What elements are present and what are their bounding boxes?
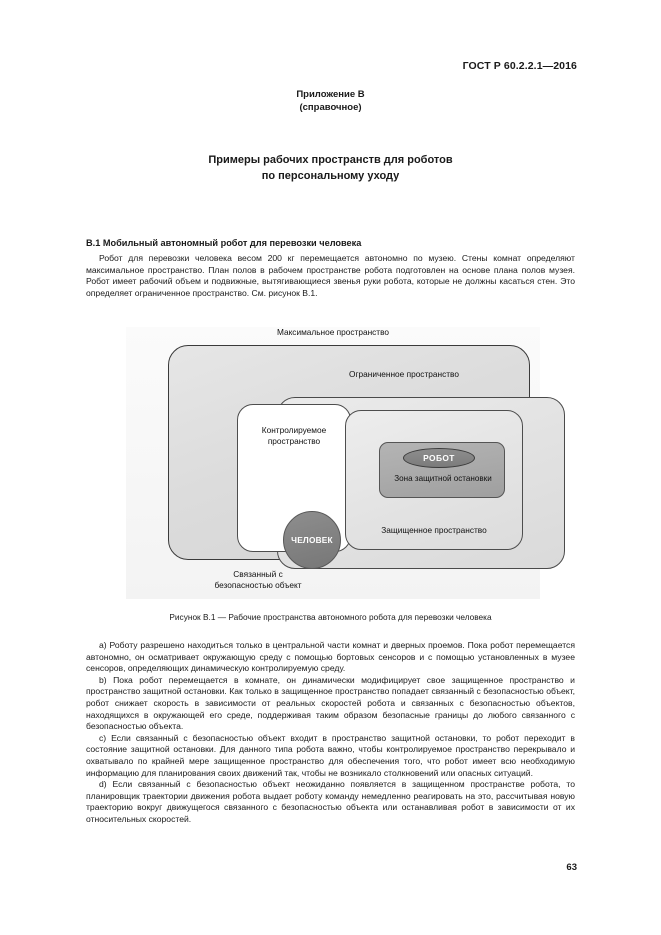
page-title (0, 152, 661, 184)
figure-label-restricted-space: Ограниченное пространство (349, 369, 459, 379)
figure-label-controlled-space-line-2: пространство (267, 436, 321, 446)
figure-workspaces-diagram (126, 327, 540, 599)
section-heading: В.1 Мобильный автономный робот для перевозки человека (86, 238, 362, 248)
figure-caption: Рисунок В.1 — Рабочие пространства автономного робота для перевозки человека (169, 612, 492, 622)
figure-region-maximum-space (168, 345, 530, 560)
figure-label-controlled-space-line-1: Контролируемое (261, 425, 327, 435)
annex-heading-block (0, 88, 661, 114)
figure-label-protective-stop-zone: Зона защитной остановки (394, 474, 492, 483)
annex-title: Приложение В (296, 89, 365, 100)
figure-label-safety-related-object-line-2: безопасностью объект (214, 580, 302, 590)
figure-robot-node: РОБОТ (403, 448, 475, 468)
page-title-line-2: по персональному уходу (261, 170, 400, 182)
document-header-standard-id: ГОСТ Р 60.2.2.1—2016 (462, 60, 577, 72)
annex-subtitle: (справочное) (299, 102, 362, 113)
list-item-a: a) Роботу разрешено находиться только в центральной части комнат и дверных проемов. Пока робот перемещается автономно, он осматривает окружающую среду с помощью бортовых сенсоров и с помощью установленных в музее сенсоров, определяющих динамическую контролируемую среду. (86, 640, 575, 674)
enumerated-items-list (86, 640, 575, 826)
intro-paragraph: Робот для перевозки человека весом 200 кг перемещается автономно по музею. Стены комнат определяют максимальное пространство. План полов в рабочем пространстве робота подготовлен на основе плана полов музея. Робот имеет рабочий объем и подвижные, вытягивающиеся звенья руки робота, которые не должны касаться стен. Это определяет ограниченное пространство. См. рисунок В.1. (86, 253, 575, 298)
list-item-d: d) Если связанный с безопасностью объект неожиданно появляется в защищенном пространстве робота, то планировщик траектории движения робота выдает роботу команду немедленно реагировать на это, рассчитывая новую траекторию вокруг движущегося связанного с безопасностью объекта или останавливая робот в зависимости от их относительных скоростей. (86, 779, 575, 824)
figure-human-node: ЧЕЛОВЕК (283, 511, 341, 569)
figure-label-safety-related-object-line-1: Связанный с (233, 569, 283, 579)
figure-region-protective-stop-zone (379, 442, 505, 498)
list-item-c: c) Если связанный с безопасностью объект входит в пространство защитной остановки, то робот переходит в состояние защитной остановки. Для данного типа робота важно, чтобы контролируемое пространство перекрывало и охватывало по крайней мере защищенное пространство для обеспечения того, что робот имеет всю необходимую информацию для планирования своих движений так, чтобы не возникало столкновений или опасных ситуаций. (86, 732, 575, 778)
page-number: 63 (566, 862, 577, 873)
page-title-line-1: Примеры рабочих пространств для роботов (208, 154, 453, 166)
list-item-b: b) Пока робот перемещается в комнате, он динамически модифицирует свое защищенное пространство и пространство защитной остановки. Как только в защищенное пространство попадает связанный с безопасностью объект, робот снижает скорость в зависимости от реальных скоростей робота и связанных с безопасностью объектов, находящихся в окружающей его среде, поддерживая таким образом безопасные границы до любого связанного с безопасностью объекта. (86, 674, 575, 732)
figure-label-maximum-space: Максимальное пространство (276, 327, 390, 337)
figure-label-safeguarded-space: Защищенное пространство (381, 525, 487, 535)
